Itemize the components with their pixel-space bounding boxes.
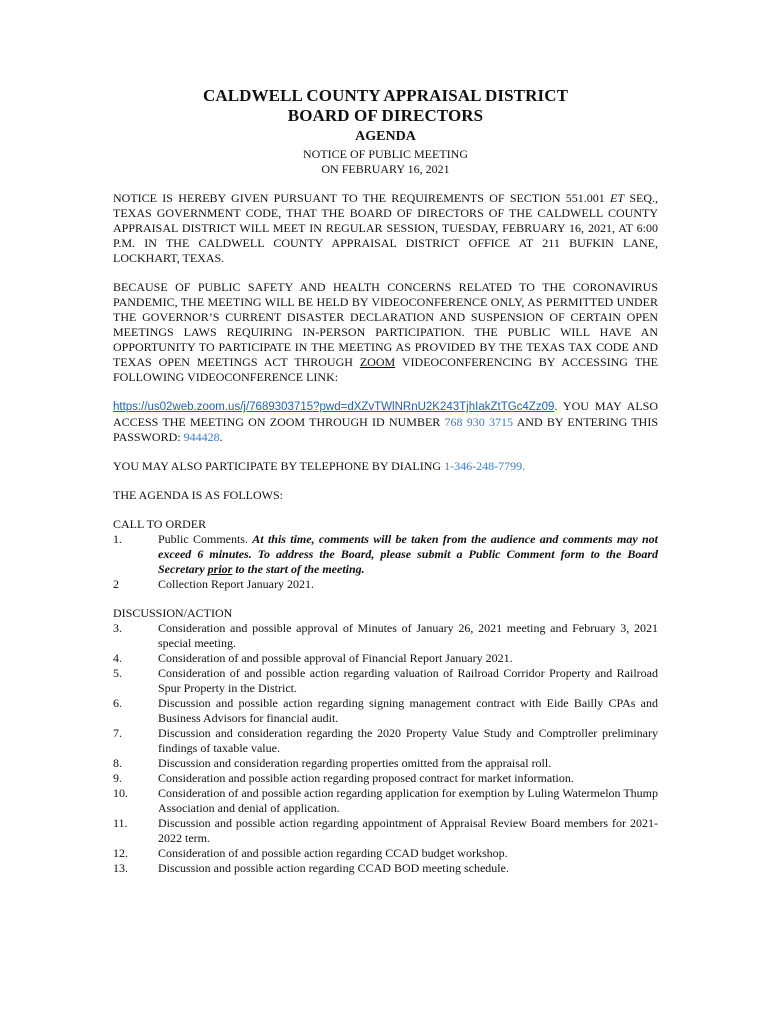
agenda-item: [113, 786, 658, 816]
item-text: Discussion and consideration regarding properties omitted from the appraisal roll.: [158, 756, 552, 770]
covid-text: BECAUSE OF PUBLIC SAFETY AND HEALTH CONCERNS RELATED TO THE CORONAVIRUS PANDEMIC, THE MEETING WILL BE HELD BY VIDEOCONFERENCE ONLY, AS PERMITTED UNDER THE GOVERNOR’S CURRENT DISASTER DECLARATION AND SUSPENSION OF CERTAIN OPEN MEETINGS LAWS REQUIRING IN-PERSON PARTICIPATION. THE PUBLIC WILL HAVE AN OPPORTUNITY TO PARTICIPATE IN THE MEETING AS PROVIDED BY THE TEXAS TAX CODE AND TEXAS OPEN MEETINGS ACT THROUGH: [113, 280, 658, 369]
item-number: 11.: [113, 816, 128, 830]
item-text: Discussion and consideration regarding the 2020 Property Value Study and Comptroller preliminary findings of taxable value.: [158, 726, 658, 755]
zoom-after-link: . YOU MAY ALSO ACCESS THE MEETING ON ZOOM THROUGH ID NUMBER: [113, 399, 658, 429]
notice-text-part2: SEQ., TEXAS GOVERNMENT CODE, THAT THE BOARD OF DIRECTORS OF THE CALDWELL COUNTY APPRAISAL DISTRICT WILL MEET IN REGULAR SESSION, TUESDAY, FEBRUARY 16, 2021, AT 6:00 P.M. IN THE CALDWELL COUNTY APPRAISAL DISTRICT OFFICE AT 211 BUFKIN LANE, LOCKHART, TEXAS.: [113, 191, 659, 265]
notice-paragraph: [113, 191, 658, 266]
item-text: Discussion and possible action regarding signing management contract with Eide Bailly CPAs and Business Advisors for financial audit.: [158, 696, 658, 725]
item-number: 2: [113, 577, 119, 591]
agenda-item: [113, 532, 658, 577]
item-number: 10.: [113, 786, 128, 800]
prior-word: prior: [207, 562, 233, 576]
item-text: Consideration and possible action regarding proposed contract for market information.: [158, 771, 574, 785]
agenda-item: [113, 771, 658, 786]
phone-number: 1-346-248-7799.: [444, 459, 526, 473]
meeting-id: 768 930 3715: [444, 415, 514, 429]
agenda-item: [113, 816, 658, 846]
item-number: 9.: [113, 771, 122, 785]
notice-et: ET: [610, 191, 625, 205]
zoom-paragraph: [113, 399, 658, 445]
org-title: CALDWELL COUNTY APPRAISAL DISTRICT: [202, 86, 569, 105]
meeting-date: ON FEBRUARY 16, 2021: [321, 162, 450, 176]
item-number: 6.: [113, 696, 122, 710]
phone-text: YOU MAY ALSO PARTICIPATE BY TELEPHONE BY DIALING: [113, 459, 445, 473]
agenda-item: [113, 756, 658, 771]
agenda-item: [113, 666, 658, 696]
agenda-item: [113, 651, 658, 666]
item-text: [158, 532, 658, 577]
public-comments-note: At this time, comments will be taken from the audience and comments may not exceed 6 minutes. To address the Board, please submit a Public Comment form to the Board Secretary: [158, 532, 658, 576]
agenda-title: AGENDA: [355, 129, 416, 144]
item-number: 4.: [113, 651, 122, 665]
item-text: Consideration of and possible action regarding CCAD budget workshop.: [158, 846, 508, 860]
phone-paragraph: [113, 459, 658, 474]
zoom-after-id: AND BY ENTERING THIS PASSWORD:: [113, 415, 659, 444]
meeting-password: 944428: [183, 430, 220, 444]
item-text: Consideration and possible approval of Minutes of January 26, 2021 meeting and February 3, 2021 special meeting.: [158, 621, 658, 650]
agenda-intro: THE AGENDA IS AS FOLLOWS:: [113, 488, 284, 502]
notice-title: NOTICE OF PUBLIC MEETING: [303, 147, 468, 161]
item-number: 5.: [113, 666, 122, 680]
agenda-item: [113, 577, 658, 592]
agenda-item: [113, 621, 658, 651]
covid-paragraph: [113, 280, 658, 385]
item-text: Discussion and possible action regarding CCAD BOD meeting schedule.: [158, 861, 509, 875]
discussion-heading: DISCUSSION/ACTION: [113, 606, 233, 620]
item-number: 13.: [113, 861, 128, 875]
zoom-link[interactable]: https://us02web.zoom.us/j/7689303715?pwd=dXZvTWlNRnU2K243TjhIakZtTGc4Zz09: [113, 401, 555, 413]
public-comments-note-end: to the start of the meeting.: [232, 562, 365, 576]
item-text: Consideration of and possible approval of Financial Report January 2021.: [158, 651, 513, 665]
item-number: 8.: [113, 756, 122, 770]
item-text: Collection Report January 2021.: [158, 577, 314, 591]
agenda-item: [113, 861, 658, 876]
item-number: 1.: [113, 532, 122, 546]
agenda-item: [113, 846, 658, 861]
agenda-item: [113, 726, 658, 756]
call-to-order-heading: CALL TO ORDER: [113, 517, 207, 531]
item-text: Consideration of and possible action regarding valuation of Railroad Corridor Property and Railroad Spur Property in the District.: [158, 666, 658, 695]
agenda-item: [113, 696, 658, 726]
public-comments-lead: Public Comments.: [158, 532, 253, 546]
item-number: 3.: [113, 621, 122, 635]
item-number: 12.: [113, 846, 128, 860]
document-page: [113, 86, 658, 876]
item-number: 7.: [113, 726, 122, 740]
board-title: BOARD OF DIRECTORS: [287, 106, 484, 125]
item-text: Consideration of and possible action regarding application for exemption by Luling Watermelon Thump Association and denial of application.: [158, 786, 658, 815]
zoom-word: ZOOM: [359, 355, 396, 369]
zoom-end: .: [219, 430, 223, 444]
item-text: Discussion and possible action regarding appointment of Appraisal Review Board members for 2021-2022 term.: [158, 816, 658, 845]
covid-text-end: VIDEOCONFERENCING BY ACCESSING THE FOLLOWING VIDEOCONFERENCE LINK:: [113, 355, 658, 384]
notice-text-part1: NOTICE IS HEREBY GIVEN PURSUANT TO THE REQUIREMENTS OF SECTION 551.001: [113, 191, 611, 205]
